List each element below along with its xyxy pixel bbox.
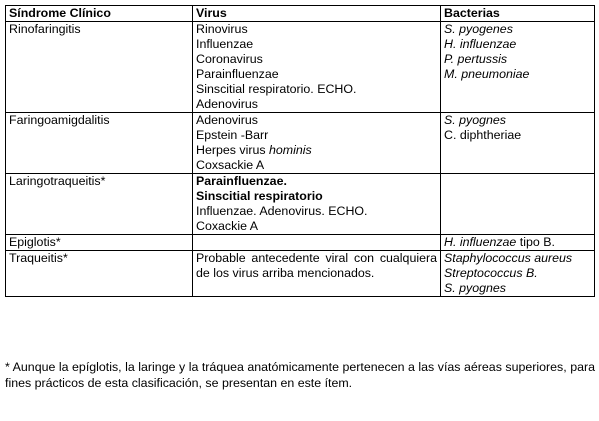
header-virus: Virus [193,6,441,22]
virus-item [196,143,437,158]
syndrome-cell [6,113,193,174]
syndrome-cell [6,235,193,251]
bacteria-cell [441,113,595,174]
bacteria-cell [441,174,595,235]
virus-item: Coxackie A [196,219,258,233]
bacteria-type: tipo B. [516,235,555,249]
syndrome-table [5,5,595,297]
virus-item: Influenzae [196,37,254,51]
syndrome-name: Rinofaringitis [9,22,81,36]
table-row [6,22,595,113]
bacteria-item: S. pyognes [444,113,506,127]
virus-item: Epstein -Barr [196,128,269,142]
virus-item: Sinscitial respiratorio [196,189,323,203]
table-row [6,113,595,174]
syndrome-cell [6,174,193,235]
bacteria-cell [441,235,595,251]
virus-item-text: Herpes virus [196,143,269,157]
syndrome-cell [6,251,193,297]
syndrome-name: Faringoamigdalitis [9,113,110,127]
virus-item: Adenovirus [196,97,258,111]
virus-note: Probable antecedente viral con cualquiera de los virus arriba mencionados. [196,251,437,280]
virus-cell [193,22,441,113]
bacteria-cell [441,22,595,113]
bacteria-item [444,235,591,250]
virus-item: Coronavirus [196,52,263,66]
virus-item: Rinovirus [196,22,248,36]
virus-item-species: hominis [269,143,312,157]
virus-cell [193,174,441,235]
syndrome-name: Laringotraqueitis* [9,174,106,188]
virus-item: Adenovirus [196,113,258,127]
bacteria-item: Staphylococcus aureus [444,251,573,265]
virus-item: Influenzae. Adenovirus. ECHO. [196,204,368,218]
virus-item: Parainfluenzae. [196,174,287,188]
virus-cell [193,113,441,174]
bacteria-item: S. pyognes [444,281,506,295]
virus-item: Parainfluenzae [196,67,279,81]
virus-cell [193,251,441,297]
header-bacteria: Bacterias [441,6,595,22]
header-syndrome: Síndrome Clínico [6,6,193,22]
syndrome-cell [6,22,193,113]
footnote: * Aunque la epíglotis, la laringe y la tráquea anatómicamente pertenecen a las vías aéreas superiores, para fines prácticos de esta clasificación, se presentan en este ítem. [5,360,595,390]
bacteria-item: H. influenzae [444,37,517,51]
table-row [6,174,595,235]
bacteria-item: Streptococcus B. [444,266,538,280]
virus-item: Coxsackie A [196,158,265,172]
bacteria-cell [441,251,595,297]
bacteria-item: C. diphtheriae [444,128,522,142]
table-row [6,251,595,297]
bacteria-item: P. pertussis [444,52,508,66]
syndrome-name: Traqueitis* [9,251,68,265]
bacteria-species: H. influenzae [444,235,517,249]
virus-cell [193,235,441,251]
table-header-row [6,6,595,22]
syndrome-name: Epiglotis* [9,235,61,249]
bacteria-item: M. pneumoniae [444,67,530,81]
bacteria-item: S. pyogenes [444,22,513,36]
virus-item: Sinscitial respiratorio. ECHO. [196,82,357,96]
table-row [6,235,595,251]
